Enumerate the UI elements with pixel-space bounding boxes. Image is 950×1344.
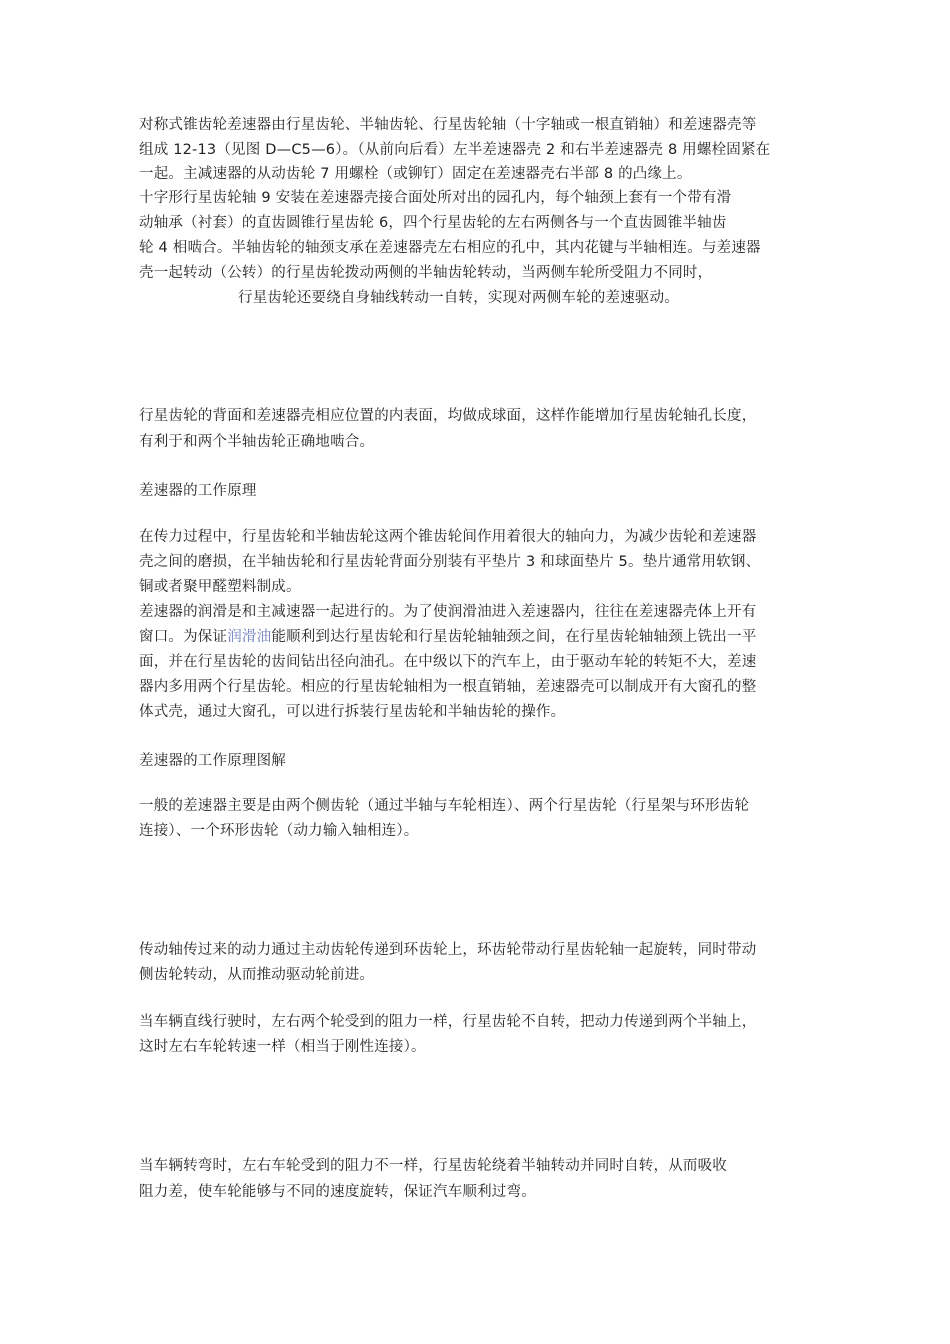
text-line: 一般的差速器主要是由两个侧齿轮（通过半轴与车轮相连）、两个行星齿轮（行星架与环形齿轮: [139, 798, 750, 814]
text-line: 十字形行星齿轮轴 9 安装在差速器壳接合面处所对出的园孔内，每个轴颈上套有一个带有滑: [139, 190, 732, 206]
text-line: 行星齿轮还要绕自身轴线转动一自转，实现对两侧车轮的差速驱动。: [238, 290, 679, 306]
lubricating-oil-link[interactable]: 润滑油: [227, 629, 272, 645]
text-line: 组成 12-13（见图 D—C5—6）。（从前向后看）左半差速器壳 2 和右半差速器壳 8 用螺栓固紧在: [139, 142, 771, 158]
text-line: 侧齿轮转动，从而推动驱动轮前进。: [139, 967, 375, 983]
text-segment: 窗口。为保证: [139, 629, 228, 645]
text-line: 对称式锥齿轮差速器由行星齿轮、半轴齿轮、行星齿轮轴（十字轴或一根直销轴）和差速器壳等: [139, 117, 757, 133]
text-segment: 能顺利到达行星齿轮和行星齿轮轴轴颈之间，在行星齿轮轴轴颈上铣出一平: [271, 629, 757, 645]
text-line: 行星齿轮的背面和差速器壳相应位置的内表面，均做成球面，这样作能增加行星齿轮轴孔长度，: [139, 408, 757, 424]
text-line: 当车辆直线行驶时，左右两个轮受到的阻力一样，行星齿轮不自转，把动力传递到两个半轴上，: [139, 1014, 757, 1030]
text-line: 一起。主减速器的从动齿轮 7 用螺栓（或铆钉）固定在差速器壳右半部 8 的凸缘上。: [139, 166, 692, 182]
text-line: 在传力过程中，行星齿轮和半轴齿轮这两个锥齿轮间作用着很大的轴向力，为减少齿轮和差速器: [139, 529, 757, 545]
text-line: [139, 626, 756, 648]
text-line: 连接）、一个环形齿轮（动力输入轴相连）。: [139, 823, 419, 839]
text-line: 轮 4 相啮合。半轴齿轮的轴颈支承在差速器壳左右相应的孔中，其内花键与半轴相连。与差速器: [139, 240, 761, 256]
text-line: 铜或者聚甲醛塑料制成。: [139, 579, 301, 595]
section-heading: 差速器的工作原理图解: [139, 753, 286, 769]
text-line: 差速器的润滑是和主减速器一起进行的。为了使润滑油进入差速器内，往往在差速器壳体上开有: [139, 604, 757, 620]
text-line: 这时左右车轮转速一样（相当于刚性连接）。: [139, 1039, 426, 1055]
text-line: 器内多用两个行星齿轮。相应的行星齿轮轴相为一根直销轴，差速器壳可以制成开有大窗孔的整: [139, 679, 757, 695]
text-line: 壳一起转动（公转）的行星齿轮拨动两侧的半轴齿轮转动，当两侧车轮所受阻力不同时，: [139, 265, 713, 281]
section-heading: 差速器的工作原理: [139, 483, 257, 499]
text-line: 面，并在行星齿轮的齿间钻出径向油孔。在中级以下的汽车上，由于驱动车轮的转矩不大，差速: [139, 654, 757, 670]
text-line: 动轴承（衬套）的直齿圆锥行星齿轮 6，四个行星齿轮的左右两侧各与一个直齿圆锥半轴齿: [139, 215, 727, 231]
text-line: 传动轴传过来的动力通过主动齿轮传递到环齿轮上，环齿轮带动行星齿轮轴一起旋转，同时带动: [139, 942, 757, 958]
text-line: 壳之间的磨损，在半轴齿轮和行星齿轮背面分别装有平垫片 3 和球面垫片 5。垫片通常用软钢、: [139, 554, 761, 570]
text-line: 体式壳，通过大窗孔，可以进行拆装行星齿轮和半轴齿轮的操作。: [139, 704, 566, 720]
text-line: 阻力差，使车轮能够与不同的速度旋转，保证汽车顺利过弯。: [139, 1184, 536, 1200]
text-line: 有利于和两个半轴齿轮正确地啮合。: [139, 434, 375, 450]
text-line: 当车辆转弯时，左右车轮受到的阻力不一样，行星齿轮绕着半轴转动并同时自转，从而吸收: [139, 1158, 727, 1174]
